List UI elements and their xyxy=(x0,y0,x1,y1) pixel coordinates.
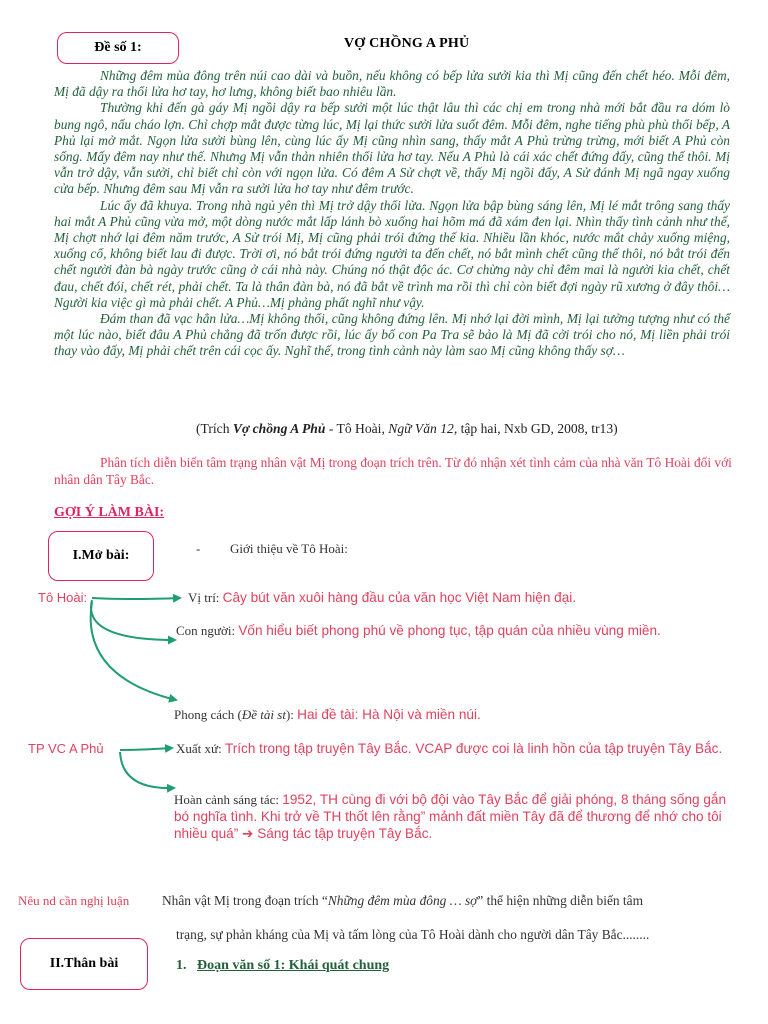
passage-paragraph: Đám than đã vạc hẳn lửa…Mị không thổi, cũng không đứng lên. Mị nhớ lại đời mình, Mị lại tưởng tượng như có thể một lúc nào, biết đâu A Phủ chẳng đã trốn được rồi, lúc ấy bố con Pa Tra sẽ bảo là Mị đã cởi trói cho nó, Mị liền phải trói thay vào đấy, Mị phải chết trên cái cọc ấy. Nghĩ thế, trong tình cảnh này làm sao Mị cũng không thấy sợ… xyxy=(54,311,730,359)
passage-paragraph: Những đêm mùa đông trên núi cao dài và buồn, nếu không có bếp lửa sưởi kia thì Mị cũng đến chết héo. Mỗi đêm, Mị đã dậy ra thổi lửa hơ tay, hơ lưng, không biết bao nhiêu lần. xyxy=(54,68,730,100)
item-context: Hoàn cảnh sáng tác: 1952, TH cùng đi với bộ đội vào Tây Bắc để giải phóng, 8 tháng sống gắn bó nghĩa tình. Khi trở về TH thốt lên rằng” mảnh đất miền Tây đã để thương để nhớ cho tôi nhiều quá” ➔ Sáng tác tập truyện Tây Bắc. xyxy=(174,792,727,841)
item-position: Vị trí: Cây bút văn xuôi hàng đầu của văn học Việt Nam hiện đại. xyxy=(188,590,577,605)
arrow-person xyxy=(91,600,175,640)
author-node: Tô Hoài: xyxy=(38,590,88,605)
item-person: Con người: Vốn hiểu biết phong phú về phong tục, tập quán của nhiều vùng miền. xyxy=(176,623,661,638)
intro-text: Giới thiệu về Tô Hoài: xyxy=(230,541,348,556)
issue-text: Nhân vật Mị trong đoạn trích “Những đêm mùa đông … sợ” thể hiện những diễn biến tâm xyxy=(162,893,644,908)
arrow-position xyxy=(92,598,180,599)
arrow-origin xyxy=(120,748,172,750)
hint-heading: GỢI Ý LÀM BÀI: xyxy=(54,505,165,520)
item-style: Phong cách (Đề tài st): Hai đề tài: Hà Nội và miền núi. xyxy=(174,707,481,722)
intro-dash: - xyxy=(196,541,201,556)
passage-paragraph: Lúc ấy đã khuya. Trong nhà ngủ yên thì Mị trở dậy thổi lửa. Ngọn lửa bập bùng sáng lên, Mị lé mắt trông sang thấy hai mắt A Phủ cũng vừa mở, một dòng nước mắt lấp lánh bò xuống hai hõm má đã xám đen lại. Nhìn thấy tình cảnh như thế, Mị chợt nhớ lại đêm năm trước, A Sử trói Mị, Mị cũng phải trói đứng thế kia. Nhiều lần khóc, nước mắt chảy xuống miệng, xuống cổ, không biết lau đi được. Trời ơi, nó bắt trói đứng người ta đến chết, nó bắt mình chết cũng thế thôi, nó bắt trói đến chết người đàn bà ngày trước cũng ở cái nhà này. Chúng nó thật độc ác. Cơ chừng này chỉ đêm mai là người kia chết, chết đau, chết đói, chết rét, phải chết. Ta là thân đàn bà, nó đã bắt về trình ma rồi thì chỉ còn biết đợi ngày rũ xương ở đây thôi…Người kia việc gì mà phải chết. A Phủ…Mị phảng phất nghĩ như vậy. xyxy=(54,197,730,310)
citation-book: Ngữ Văn 12, xyxy=(388,421,458,436)
citation-work: Vợ chồng A Phủ xyxy=(232,421,326,436)
passage-paragraph: Thường khi đến gà gáy Mị ngồi dậy ra bếp sưởi một lúc thật lâu thì các chị em trong nhà mới bắt đầu ra dóm lò bung ngô, nấu cháo lợn. Chỉ chợp mắt được từng lúc, Mị lại thức sưởi lửa suốt đêm. Mỗi đêm, nghe tiếng phù phù thổi bếp, A Phủ lại mở mắt. Ngọn lửa sưởi bùng lên, cùng lúc ấy Mị cũng nhìn sang, thấy mắt A Phủ trừng trừng, mới biết A Phủ còn sống. Mấy đêm nay như thế. Nhưng Mị vẫn thản nhiên thổi lửa hơ tay. Nếu A Phủ là cái xác chết đứng đấy, cũng thế thôi. Mị vẫn trở dậy, vẫn sưởi, chỉ biết chỉ còn với ngọn lửa. Có đêm A Sử chợt về, thấy Mị ngồi đấy, A Sử đánh Mị ngã ngay xuống cửa bếp. Nhưng đêm sau Mị vẫn ra sưởi lửa hơ tay như đêm trước. xyxy=(54,100,730,197)
work-node: TP VC A Phủ xyxy=(28,741,104,756)
section1-label: I.Mở bài: xyxy=(72,548,130,563)
arrow-style xyxy=(91,602,176,700)
section2-label-box xyxy=(20,938,148,990)
essay-prompt: Phân tích diễn biến tâm trạng nhân vật Mị trong đoạn trích trên. Từ đó nhận xét tình cảm của nhà văn Tô Hoài đối với nhân dân Tây Bắc. xyxy=(54,455,732,487)
issue-label: Nêu nd cần nghị luận xyxy=(18,893,130,908)
arrow-context xyxy=(120,752,174,788)
issue-text-line2: trạng, sự phản kháng của Mị và tấm lòng của Tô Hoài dành cho người dân Tây Bắc........ xyxy=(176,927,650,942)
exam-label: Đề số 1: xyxy=(94,40,142,55)
section2-heading: 1. Đoạn văn số 1: Khái quát chung xyxy=(176,958,390,973)
page-title: VỢ CHỒNG A PHỦ xyxy=(344,36,470,51)
section2-label: II.Thân bài xyxy=(49,956,119,971)
citation: (Trích Vợ chồng A Phủ - Tô Hoài, Ngữ Văn 12, tập hai, Nxb GD, 2008, tr13) xyxy=(196,421,618,436)
exam-label-box xyxy=(57,32,179,64)
section1-label-box xyxy=(48,531,154,581)
item-origin: Xuất xứ: Trích trong tập truyện Tây Bắc. VCAP được coi là linh hồn của tập truyện Tây Bắc. xyxy=(176,741,723,756)
excerpt-passage xyxy=(54,68,730,360)
